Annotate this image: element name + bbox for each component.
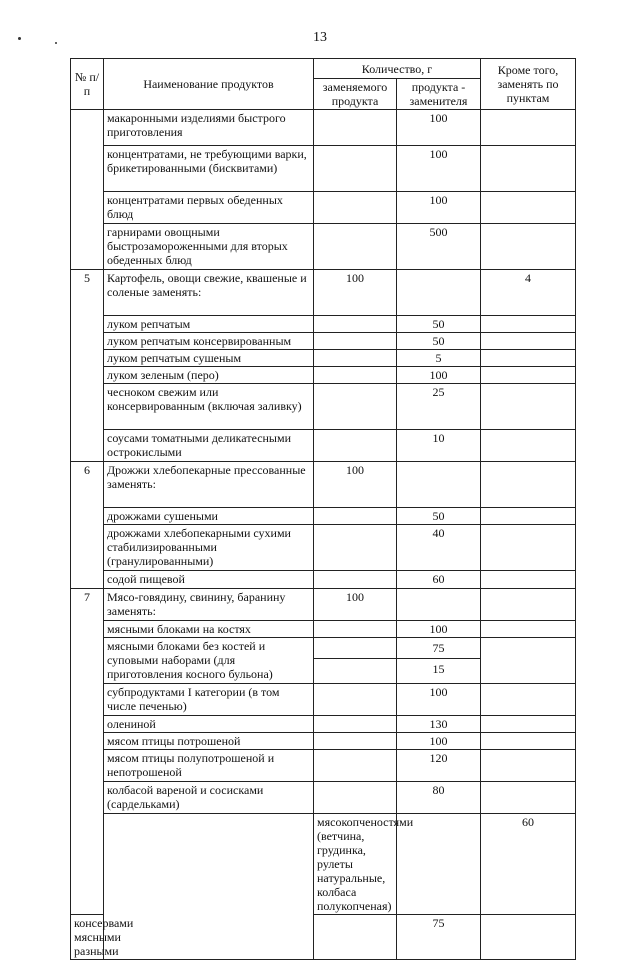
table-row [71,316,576,333]
row-qty-replaced [314,350,397,367]
row-extra [481,384,576,430]
row-extra [481,733,576,750]
row-qty-substitute: 75 [397,915,481,960]
row-qty-replaced [314,571,397,589]
row-extra [481,621,576,638]
table-row [71,430,576,462]
row-product-name: Мясо-говядину, свинину, баранину заменять: [104,589,314,621]
row-qty-replaced: 100 [314,462,397,508]
row-qty-substitute: 50 [397,316,481,333]
row-qty-substitute: 120 [397,750,481,782]
row-extra [481,508,576,525]
table-row [71,384,576,430]
row-qty-substitute: 60 [397,571,481,589]
row-qty-replaced: 100 [314,589,397,621]
row-extra [481,350,576,367]
row-qty-substitute: 100 [397,621,481,638]
row-product-name: луком репчатым сушеным [104,350,314,367]
row-product-name: содой пищевой [104,571,314,589]
row-qty-replaced [314,110,397,146]
row-product-name: мясными блоками на костях [104,621,314,638]
row-qty-replaced [314,750,397,782]
row-qty-replaced [314,367,397,384]
table-row [71,733,576,750]
row-qty-substitute: 50 [397,508,481,525]
row-product-name: концентратами, не требующими варки, брикетированными (бисквитами) [104,146,314,192]
row-product-name: макаронными изделиями быстрого приготовления [104,110,314,146]
row-qty-replaced [314,146,397,192]
scan-speck [18,37,21,40]
row-qty-substitute: 60 [481,814,576,915]
row-qty-substitute: 100 [397,367,481,384]
row-qty-replaced [314,333,397,350]
header-quantity: Количество, г [314,59,481,79]
row-qty-substitute: 5 [397,350,481,367]
table-row [71,814,576,915]
row-qty-replaced [314,508,397,525]
row-number [71,110,104,270]
row-qty-substitute: 25 [397,384,481,430]
row-extra [481,684,576,716]
header-number: № п/п [71,59,104,110]
row-product-name: мясокопченостями (ветчина, грудинка, рулеты натуральные, колбаса полукопченая) [314,814,397,915]
row-product-name: соусами томатными деликатесными острокислыми [104,430,314,462]
row-extra [481,316,576,333]
row-qty-substitute-split [397,638,481,684]
row-product-name: луком репчатым консервированным [104,333,314,350]
row-product-name: чесноком свежим или консервированным (включая заливку) [104,384,314,430]
header-extra: Кроме того, заменять по пунктам [481,59,576,110]
table-row [71,192,576,224]
table-row [71,782,576,814]
row-extra [481,192,576,224]
row-qty-replaced-split [314,638,397,684]
row-qty-replaced [314,638,396,659]
row-product-name: Дрожжи хлебопекарные прессованные заменять: [104,462,314,508]
row-extra [481,430,576,462]
table-row [71,525,576,571]
table-row [71,270,576,316]
row-extra [481,782,576,814]
row-qty-substitute: 75 [397,638,480,659]
row-extra [481,525,576,571]
row-extra [481,750,576,782]
row-qty-substitute-second: 15 [432,662,445,676]
table-row [71,224,576,270]
row-qty-replaced [314,621,397,638]
row-qty-substitute: 500 [397,224,481,270]
row-product-name: мясом птицы потрошеной [104,733,314,750]
row-extra [481,146,576,192]
table-row [71,750,576,782]
row-qty-replaced [314,224,397,270]
table-row [71,621,576,638]
row-qty-substitute: 100 [397,146,481,192]
row-qty-replaced [314,915,397,960]
table-row [71,508,576,525]
row-qty-replaced [314,733,397,750]
row-product-name: субпродуктами I категории (в том числе печенью) [104,684,314,716]
row-qty-replaced [314,430,397,462]
header-quantity-replaced: заменяемого продукта [314,79,397,110]
row-qty-substitute [397,589,481,621]
row-extra [481,224,576,270]
row-extra [481,462,576,508]
row-product-name: Картофель, овощи свежие, квашеные и соленые заменять: [104,270,314,316]
table-row [71,367,576,384]
row-number: 7 [71,589,104,915]
row-extra: 4 [481,270,576,316]
row-qty-substitute: 10 [397,430,481,462]
row-qty-substitute: 100 [397,192,481,224]
row-number: 5 [71,270,104,462]
row-product-name: мясом птицы полупотрошеной и непотрошеной [104,750,314,782]
row-product-name: дрожжами сушеными [104,508,314,525]
table-row [71,110,576,146]
row-extra [481,915,576,960]
row-extra [481,638,576,684]
scan-speck [55,42,57,44]
row-product-name: мясными блоками без костей и суповыми наборами (для приготовления косного бульона) [104,638,314,684]
row-qty-replaced [314,192,397,224]
row-number: 6 [71,462,104,589]
page-number: 13 [313,30,327,45]
row-qty-substitute [397,270,481,316]
products-table [70,58,576,960]
row-qty-substitute [397,462,481,508]
table-row [71,638,576,684]
row-qty-substitute: 80 [397,782,481,814]
row-product-name: концентратами первых обеденных блюд [104,192,314,224]
table-row [71,462,576,508]
row-extra [481,716,576,733]
row-qty-replaced-second [314,659,396,665]
row-extra [481,110,576,146]
row-product-name: луком репчатым [104,316,314,333]
table-row [71,589,576,621]
row-product-name: консервами мясными разными [71,915,104,960]
row-extra [481,367,576,384]
row-qty-substitute: 100 [397,110,481,146]
row-extra [481,333,576,350]
row-qty-substitute: 100 [397,733,481,750]
row-qty-replaced: 100 [314,270,397,316]
row-extra [481,571,576,589]
row-product-name: олениной [104,716,314,733]
row-qty-replaced [314,684,397,716]
row-extra [481,589,576,621]
row-product-name: колбасой вареной и сосисками (сардельками) [104,782,314,814]
row-product-name: гарнирами овощными быстрозамороженными для вторых обеденных блюд [104,224,314,270]
row-qty-replaced [314,384,397,430]
table-row [71,684,576,716]
row-product-name: дрожжами хлебопекарными сухими стабилизированными (гранулированными) [104,525,314,571]
table-row [71,146,576,192]
table-row [71,333,576,350]
row-product-name: луком зеленым (перо) [104,367,314,384]
table-row [71,716,576,733]
row-qty-substitute: 130 [397,716,481,733]
row-qty-substitute: 50 [397,333,481,350]
header-quantity-substitute: продукта - заменителя [397,79,481,110]
row-qty-replaced [314,316,397,333]
table-row [71,571,576,589]
row-number [104,814,314,960]
header-product-name: Наименование продуктов [104,59,314,110]
row-qty-replaced [314,782,397,814]
row-qty-substitute: 40 [397,525,481,571]
row-qty-substitute: 100 [397,684,481,716]
row-qty-replaced [314,716,397,733]
row-qty-replaced [314,525,397,571]
table-row [71,350,576,367]
